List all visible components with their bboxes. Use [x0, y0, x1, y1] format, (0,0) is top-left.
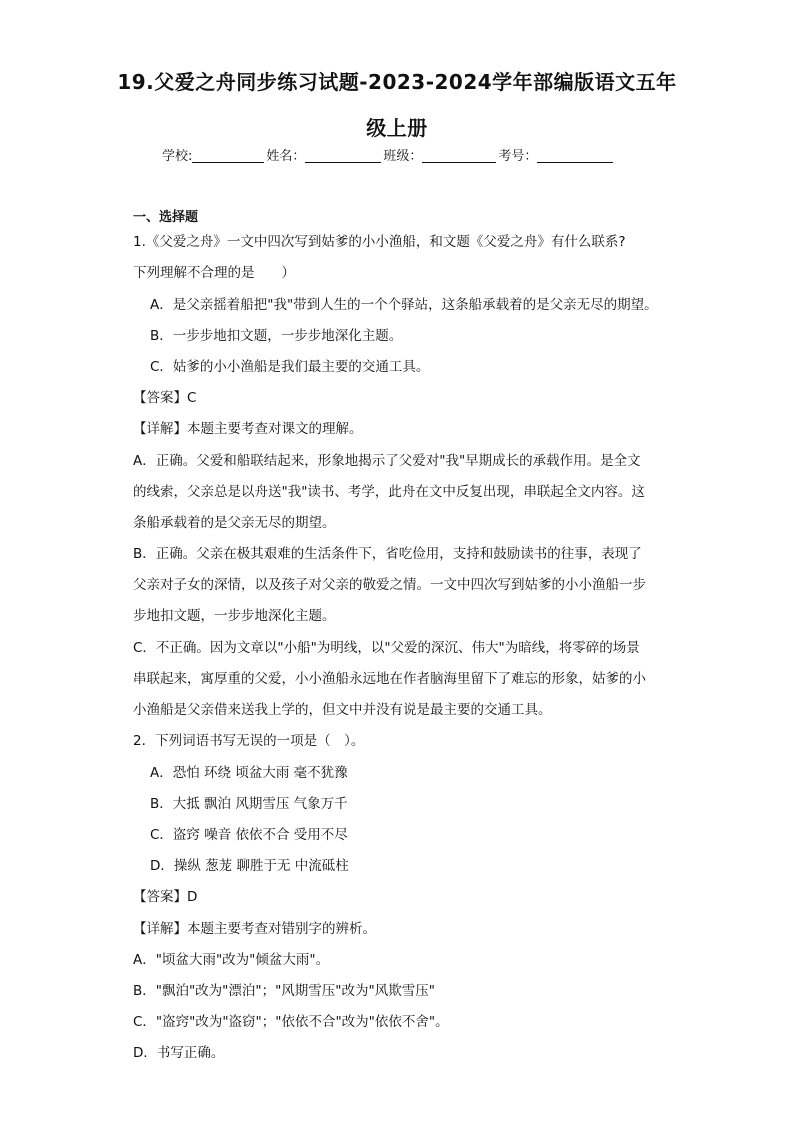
- q1-option-a: A．是父亲摇着船把"我"带到人生的一个个驿站，这条船承载着的是父亲无尽的期望。: [150, 297, 658, 313]
- q2-detail-d: D．书写正确。: [133, 1045, 225, 1061]
- q2-option-b: B．大抵 飘泊 风期雪压 气象万千: [150, 796, 348, 812]
- q2-detail-c: C．"盗窍"改为"盗窃"；"依依不合"改为"依依不舍"。: [133, 1014, 449, 1030]
- q1-detail-a-line3: 条船承载着的是父亲无尽的期望。: [133, 515, 336, 531]
- q2-detail-a: A．"顷盆大雨"改为"倾盆大雨"。: [133, 952, 330, 968]
- exam-number-label: 考号：: [498, 149, 538, 164]
- name-blank: [305, 148, 381, 163]
- q1-detail-a-line2: 的线索，父亲总是以舟送"我"读书、考学，此舟在文中反复出现，串联起全文内容。这: [133, 484, 645, 500]
- q1-detail-b-line2: 父亲对子女的深情，以及孩子对父亲的敬爱之情。一文中四次写到姑爹的小小渔船一步: [133, 577, 646, 593]
- q2-option-c: C．盗窍 噪音 依依不合 受用不尽: [150, 827, 348, 843]
- q2-detail-b: B．"飘泊"改为"漂泊"；"风期雪压"改为"风欺雪压": [133, 983, 435, 999]
- student-info-line: [162, 145, 613, 164]
- school-label: 学校:: [162, 149, 193, 164]
- q1-detail-b-line3: 步地扣文题，一步步地深化主题。: [133, 608, 336, 624]
- class-label: 班级：: [383, 149, 423, 164]
- name-label: 姓名：: [266, 149, 306, 164]
- q1-answer: 【答案】C: [133, 390, 197, 406]
- section-heading: 一、选择题: [133, 210, 199, 225]
- exam-number-blank: [537, 148, 613, 163]
- q2-stem: 2．下列词语书写无误的一项是（ ）。: [133, 733, 365, 749]
- q2-answer: 【答案】D: [133, 889, 198, 905]
- document-title-line1: 19.父爱之舟同步练习试题-2023-2024学年部编版语文五年: [117, 70, 677, 94]
- q1-option-b: B．一步步地扣文题，一步步地深化主题。: [150, 328, 403, 344]
- q1-stem-line2: 下列理解不合理的是 ）: [133, 265, 295, 281]
- q1-option-c: C．姑爹的小小渔船是我们最主要的交通工具。: [150, 359, 430, 375]
- class-blank: [422, 148, 496, 163]
- q1-detail-c-line1: C．不正确。因为文章以"小船"为明线，以"父爱的深沉、伟大"为暗线，将零碎的场景: [133, 640, 640, 656]
- q1-detail-intro: 【详解】本题主要考查对课文的理解。: [133, 421, 363, 437]
- q1-detail-a-line1: A．正确。父爱和船联结起来，形象地揭示了父爱对"我"早期成长的承载作用。是全文: [133, 453, 641, 469]
- q2-detail-intro: 【详解】本题主要考查对错别字的辨析。: [133, 921, 376, 937]
- q2-option-d: D．操纵 葱茏 聊胜于无 中流砥柱: [150, 858, 349, 874]
- q1-detail-c-line2: 串联起来，寓厚重的父爱，小小渔船永远地在作者脑海里留下了难忘的形象，姑爹的小: [133, 671, 646, 687]
- q1-detail-b-line1: B．正确。父亲在极其艰难的生活条件下，省吃俭用，支持和鼓励读书的往事，表现了: [133, 546, 642, 562]
- school-blank: [192, 148, 264, 163]
- q2-option-a: A．恐怕 环绕 顷盆大雨 毫不犹豫: [150, 765, 348, 781]
- q1-detail-c-line3: 小渔船是父亲借来送我上学的，但文中并没有说是最主要的交通工具。: [133, 702, 552, 718]
- q1-stem-line1: 1.《父爱之舟》一文中四次写到姑爹的小小渔船，和文题《父爱之舟》有什么联系?: [133, 234, 626, 250]
- document-title-line2: 级上册: [366, 116, 428, 140]
